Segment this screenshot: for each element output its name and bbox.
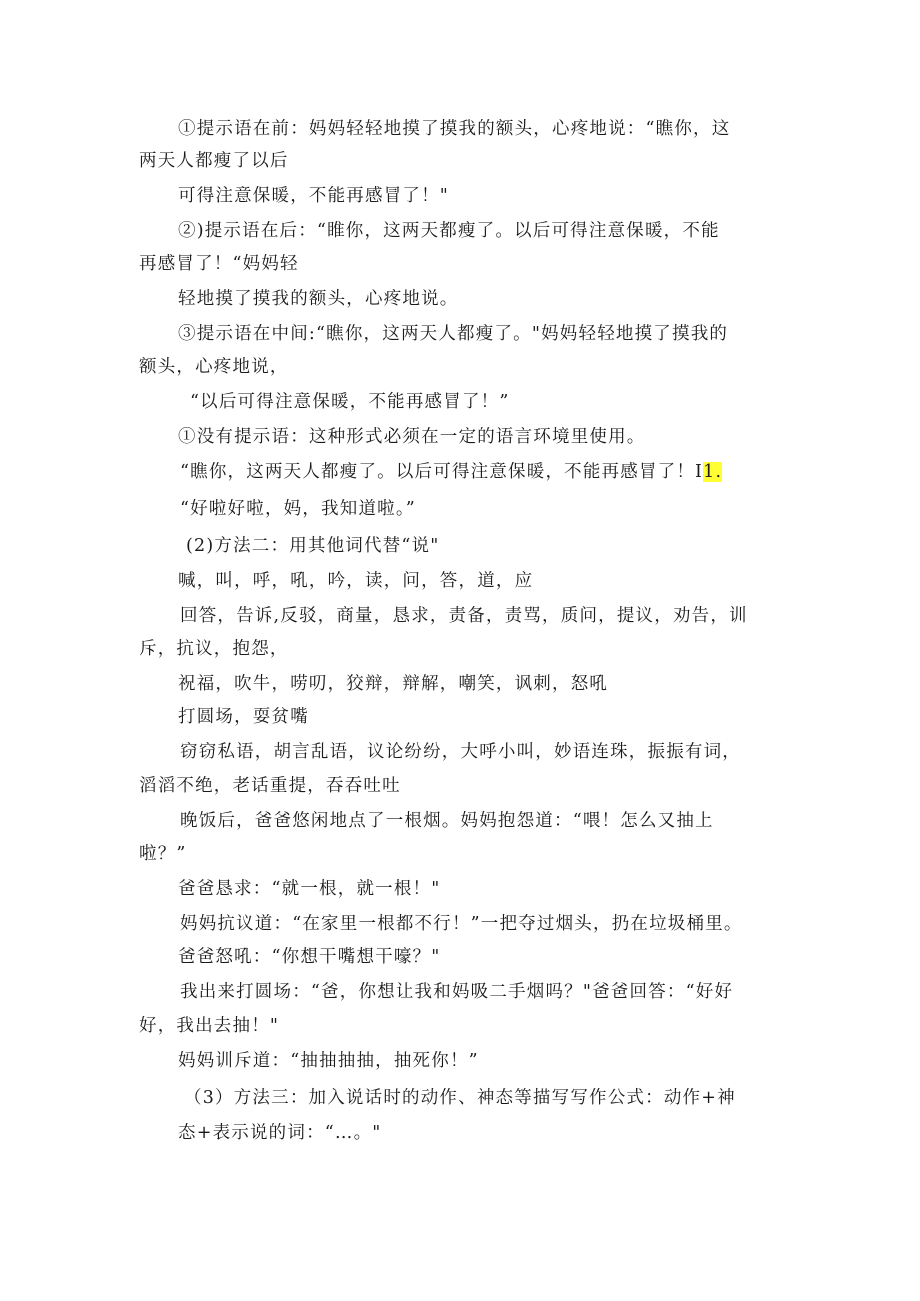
- text-line: “以后可得注意保暖，不能再感冒了！”: [190, 392, 510, 412]
- text-line: (2)方法二：用其他词代替“说": [186, 536, 440, 556]
- text-line: 晚饭后，爸爸悠闲地点了一根烟。妈妈抱怨道：“喂！怎么又抽上: [180, 811, 714, 831]
- text-line: 喊，叫，呼，吼，吟，读，问，答，道，应: [178, 571, 534, 591]
- text-line: 斥，抗议，抱怨，: [139, 639, 289, 659]
- text-line: 回答，告诉,反驳，商量，恳求，责备，责骂，质问，提议，劝告，训: [180, 606, 748, 626]
- text-line: 妈妈训斥道：“抽抽抽抽，抽死你！”: [178, 1051, 479, 1071]
- text-line: ③提示语在中间:“瞧你，这两天人都瘦了。"妈妈轻轻地摸了摸我的: [178, 324, 729, 344]
- text-line: （3）方法三：加入说话时的动作、神态等描写写作公式：动作+神: [184, 1088, 736, 1108]
- text-line: 妈妈抗议道：“在家里一根都不行！”一把夺过烟头，扔在垃圾桶里。: [180, 914, 743, 934]
- text-line: 再感冒了！“妈妈轻: [139, 254, 299, 274]
- text-line: 打圆场，耍贫嘴: [178, 707, 309, 727]
- text-line: ②)提示语在后：“睢你，这两天都瘦了。以后可得注意保暖，不能: [178, 221, 720, 241]
- text-line: [180, 460, 722, 484]
- text-line: 可得注意保暖，不能再感冒了！": [178, 186, 450, 206]
- text-line: 两天人都瘦了以后: [139, 151, 289, 171]
- text-line: 我出来打圆场：“爸，你想让我和妈吸二手烟吗？"爸爸回答：“好好: [180, 982, 734, 1002]
- text-line: ①没有提示语：这种形式必须在一定的语言环境里使用。: [178, 427, 646, 447]
- text-line: 滔滔不绝，老话重提，吞吞吐吐: [139, 776, 401, 796]
- text-line: 态+表示说的词：“…。": [178, 1123, 382, 1143]
- highlighted-text: 1.: [703, 462, 723, 482]
- text-line: ①提示语在前：妈妈轻轻地摸了摸我的额头，心疼地说：“瞧你，这: [178, 119, 731, 139]
- text-line: “好啦好啦，妈，我知道啦。”: [180, 499, 416, 519]
- text-line: 啦？”: [139, 844, 187, 864]
- text-line: 好，我出去抽！": [139, 1016, 280, 1036]
- text-line: 爸爸恳求：“就一根，就一根！": [178, 879, 441, 899]
- text-line: 额头，心疼地说，: [139, 357, 289, 377]
- text-segment: “瞧你，这两天人都瘦了。以后可得注意保暖，不能再感冒了！I: [180, 462, 704, 482]
- text-line: 轻地摸了摸我的额头，心疼地说。: [178, 289, 459, 309]
- text-line: 祝福，吹牛，唠叨，狡辩，辩解，嘲笑，讽刺，怒吼: [178, 674, 609, 694]
- text-line: 爸爸怒吼：“你想干嘴想干嚎？": [178, 947, 441, 967]
- text-line: 窃窃私语，胡言乱语，议论纷纷，大呼小叫，妙语连珠，振振有词，: [180, 742, 741, 762]
